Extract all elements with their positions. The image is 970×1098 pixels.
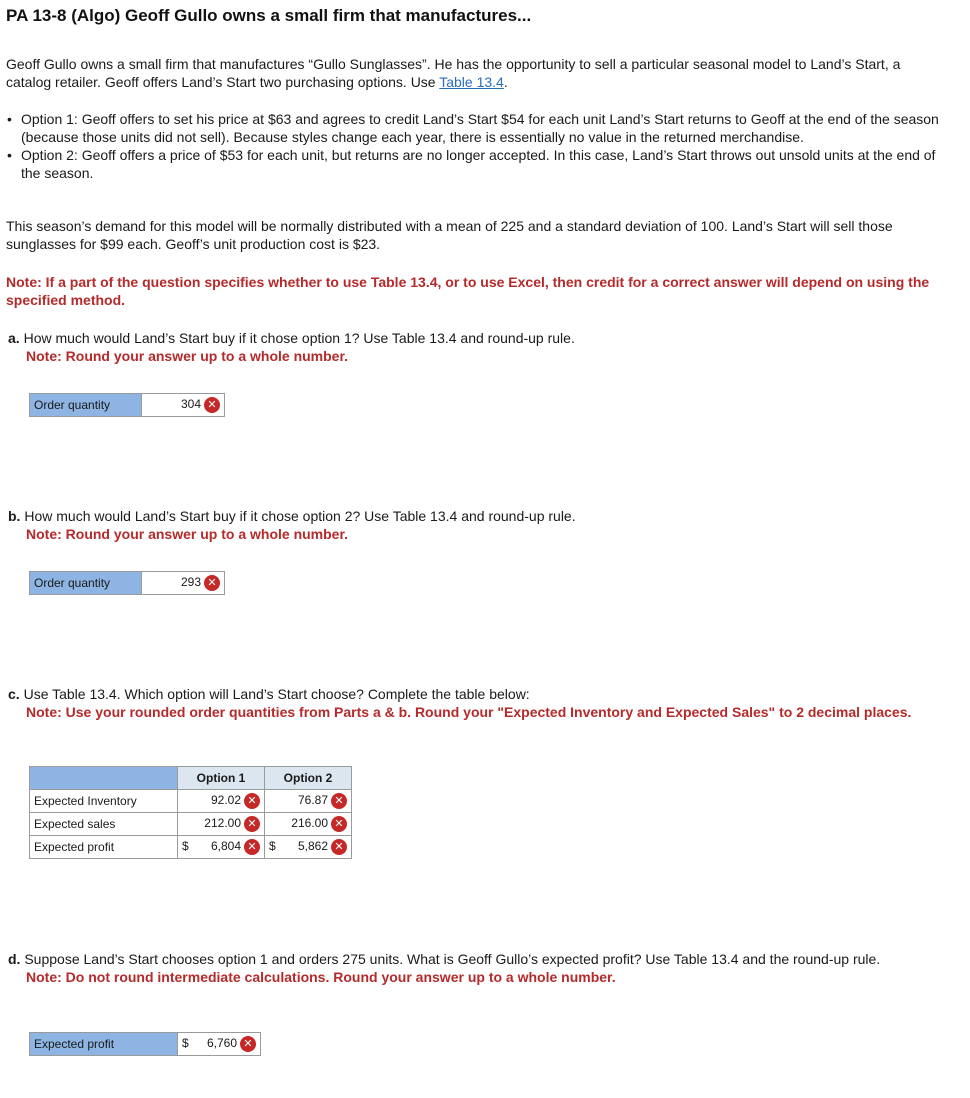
row-label: Expected Inventory xyxy=(30,790,178,813)
part-b-answer-input[interactable]: 293 ✕ xyxy=(142,572,225,595)
table-row xyxy=(30,790,352,813)
incorrect-icon: ✕ xyxy=(244,816,260,832)
incorrect-icon: ✕ xyxy=(331,816,347,832)
part-d-answer-table xyxy=(29,1032,261,1056)
options-list xyxy=(6,110,951,182)
table-13-4-link[interactable]: Table 13.4 xyxy=(439,74,504,90)
table-row xyxy=(30,813,352,836)
option-1-header: Option 1 xyxy=(178,767,265,790)
method-note: Note: If a part of the question specifies whether to use Table 13.4, or to use Excel, then credit for a correct answer will depend on using the specified method. xyxy=(6,274,930,308)
incorrect-icon: ✕ xyxy=(331,839,347,855)
expected-profit-option-1-input[interactable]: $ 6,804 ✕ xyxy=(178,836,265,859)
incorrect-icon: ✕ xyxy=(331,793,347,809)
part-c-question: c. Use Table 13.4. Which option will Land’s Start choose? Complete the table below: Note: Use your rounded order quantities from Parts a & b. Round your "Expected Inventory and Expected Sales" to 2 decimal places. xyxy=(8,685,948,721)
part-d-note: Note: Do not round intermediate calculations. Round your answer up to a whole number. xyxy=(26,969,616,985)
incorrect-icon: ✕ xyxy=(244,839,260,855)
expected-sales-option-2-input[interactable]: 216.00 ✕ xyxy=(265,813,352,836)
intro-text: Geoff Gullo owns a small firm that manufactures “Gullo Sunglasses”. He has the opportunity to sell a particular seasonal model to Land’s Start, a catalog retailer. Geoff offers Land’s Start two purchasing options. Use xyxy=(6,56,901,90)
dollar-sign: $ xyxy=(182,839,189,853)
part-c-note: Note: Use your rounded order quantities from Parts a & b. Round your "Expected Inventory and Expected Sales" to 2 decimal places. xyxy=(26,704,912,720)
row-label: Expected profit xyxy=(30,836,178,859)
option-1-item: • Option 1: Geoff offers to set his price at $63 and agrees to credit Land’s Start $54 for each unit Land’s Start returns to Geoff at the end of the season (because those units did not sell). Because styles change each year, there is essentially no value in the returned merchandise. xyxy=(21,110,951,146)
part-b-question: b. How much would Land’s Start buy if it chose option 2? Use Table 13.4 and round-up rule. Note: Round your answer up to a whole number. xyxy=(8,507,948,543)
part-c-table xyxy=(29,766,352,859)
option-2-item: • Option 2: Geoff offers a price of $53 for each unit, but returns are no longer accepted. In this case, Land’s Start throws out unsold units at the end of the season. xyxy=(21,146,951,182)
dollar-sign: $ xyxy=(269,839,276,853)
expected-inventory-option-1-input[interactable]: 92.02 ✕ xyxy=(178,790,265,813)
incorrect-icon: ✕ xyxy=(240,1036,256,1052)
expected-profit-option-2-input[interactable]: $ 5,862 ✕ xyxy=(265,836,352,859)
part-b-note: Note: Round your answer up to a whole number. xyxy=(26,526,349,542)
page-title: PA 13-8 (Algo) Geoff Gullo owns a small firm that manufactures... xyxy=(6,6,532,25)
expected-sales-option-1-input[interactable]: 212.00 ✕ xyxy=(178,813,265,836)
table-row xyxy=(30,836,352,859)
part-a-answer-input[interactable]: 304 ✕ xyxy=(142,394,225,417)
dollar-sign: $ xyxy=(182,1036,189,1050)
incorrect-icon: ✕ xyxy=(244,793,260,809)
part-a-answer-table xyxy=(29,393,225,417)
part-d-question: d. Suppose Land’s Start chooses option 1 and orders 275 units. What is Geoff Gullo’s expected profit? Use Table 13.4 and the round-up rule. Note: Do not round intermediate calculations. Round your answer up to a whole number. xyxy=(8,950,948,986)
option-2-header: Option 2 xyxy=(265,767,352,790)
incorrect-icon: ✕ xyxy=(204,397,220,413)
intro-paragraph: Geoff Gullo owns a small firm that manufactures “Gullo Sunglasses”. He has the opportunity to sell a particular seasonal model to Land’s Start, a catalog retailer. Geoff offers Land’s Start two purchasing options. Use Table 13.4. xyxy=(6,56,901,90)
order-quantity-label: Order quantity xyxy=(30,572,142,595)
part-b-answer-table xyxy=(29,571,225,595)
order-quantity-label: Order quantity xyxy=(30,394,142,417)
row-label: Expected sales xyxy=(30,813,178,836)
part-a-question: a. How much would Land’s Start buy if it chose option 1? Use Table 13.4 and round-up rule. Note: Round your answer up to a whole number. xyxy=(8,329,948,365)
expected-inventory-option-2-input[interactable]: 76.87 ✕ xyxy=(265,790,352,813)
demand-paragraph: This season’s demand for this model will be normally distributed with a mean of 225 and a standard deviation of 100. Land’s Start will sell those sunglasses for $99 each. Geoff’s unit production cost is $23. xyxy=(6,218,893,252)
part-a-note: Note: Round your answer up to a whole number. xyxy=(26,348,349,364)
part-d-answer-input[interactable]: $ 6,760 ✕ xyxy=(178,1033,261,1056)
incorrect-icon: ✕ xyxy=(204,575,220,591)
expected-profit-label: Expected profit xyxy=(30,1033,178,1056)
